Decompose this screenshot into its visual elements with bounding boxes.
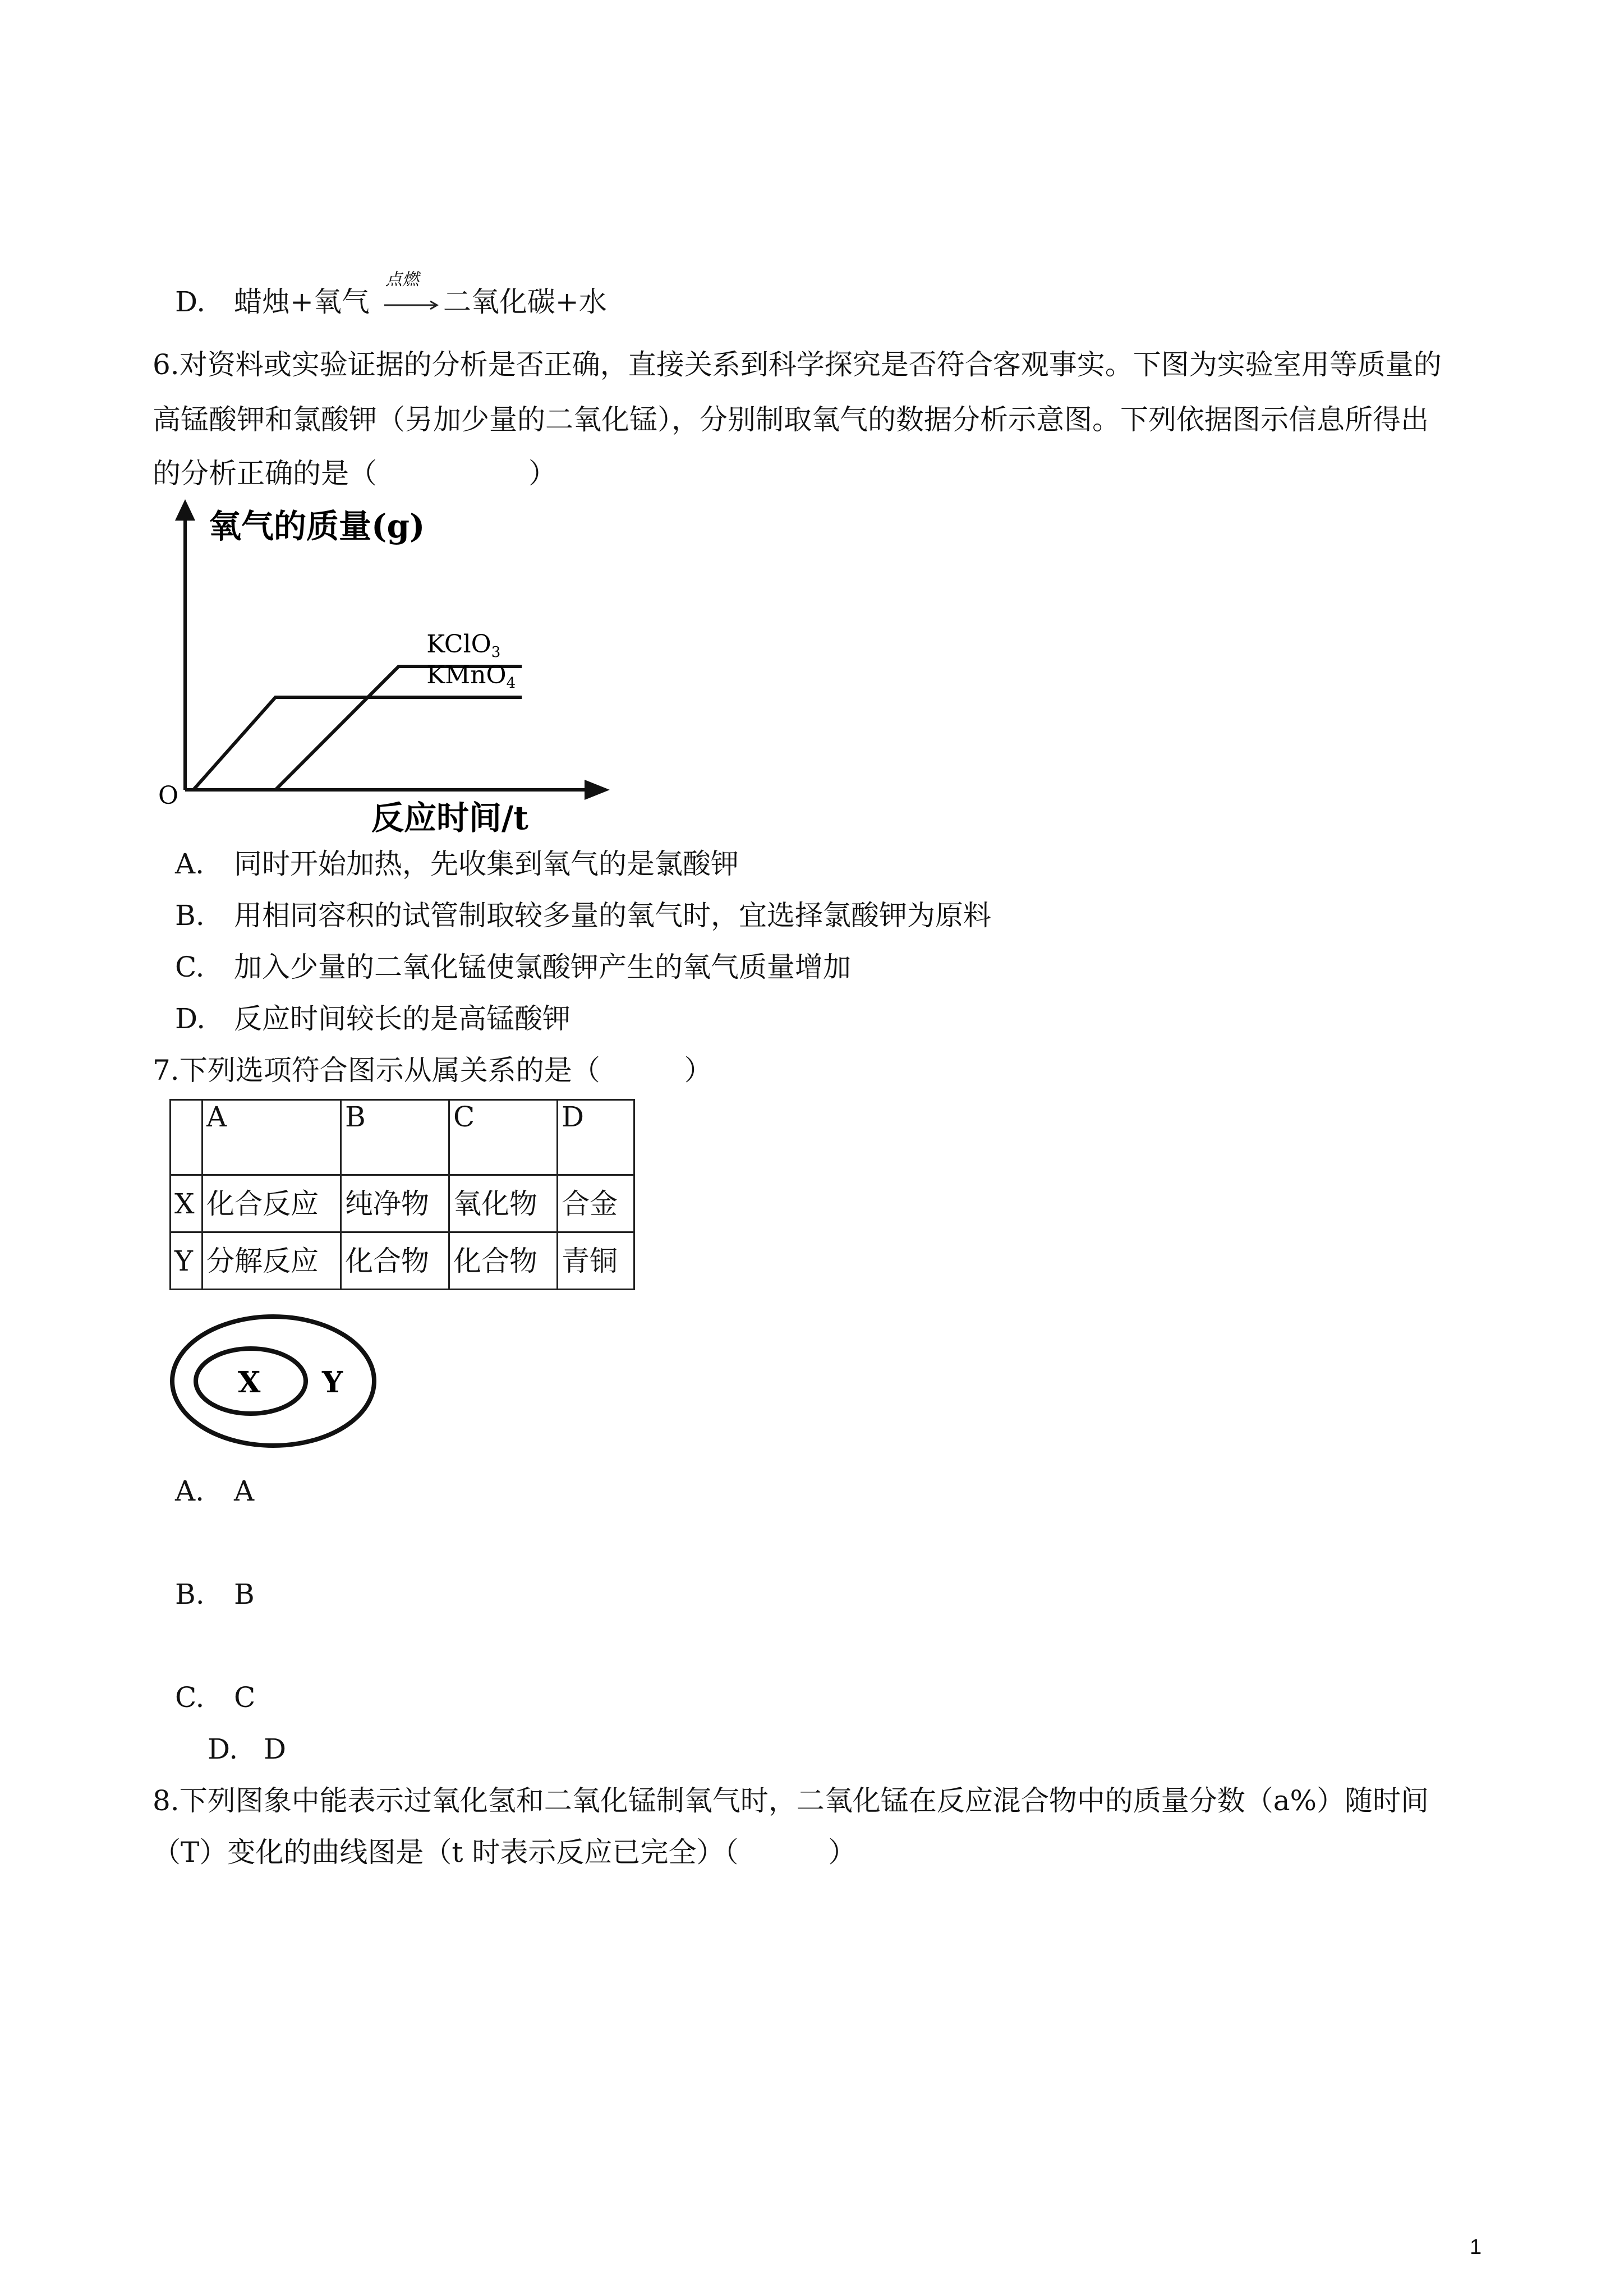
option-letter: D. bbox=[175, 286, 206, 318]
option-letter: B. bbox=[175, 899, 205, 932]
outer-ellipse bbox=[172, 1317, 374, 1446]
reaction-arrow bbox=[382, 270, 441, 319]
q6-option-b[interactable] bbox=[175, 899, 991, 932]
venn-outer-label: Y bbox=[322, 1365, 343, 1400]
q5-option-d bbox=[175, 270, 607, 319]
q6-stem-line-2: 高锰酸钾和氯酸钾（另加少量的二氧化锰），分别制取氧气的数据分析示意图。下列依据图示信息所得出 bbox=[153, 403, 1429, 436]
series-label-kmno4: KMnO4 bbox=[426, 661, 516, 692]
y-axis-label: 氧气的质量(g) bbox=[209, 507, 425, 545]
series-label-kclo3: KClO3 bbox=[426, 630, 501, 661]
table-row bbox=[171, 1175, 634, 1232]
q6-option-d[interactable] bbox=[175, 1002, 571, 1036]
q6-option-c[interactable] bbox=[175, 950, 851, 984]
reaction-condition: 点燃 bbox=[385, 270, 419, 289]
option-text: 加入少量的二氧化锰使氯酸钾产生的氧气质量增加 bbox=[234, 951, 851, 983]
series-layer bbox=[194, 630, 522, 790]
option-text: 同时开始加热，先收集到氧气的是氯酸钾 bbox=[234, 848, 739, 880]
option-letter: D. bbox=[208, 1733, 238, 1765]
option-letter: B. bbox=[175, 1578, 205, 1611]
x-axis-label: 反应时间/t bbox=[371, 799, 528, 835]
q7-stem bbox=[153, 1053, 712, 1087]
q6-stem-line-1: 6.对资料或实验证据的分析是否正确，直接关系到科学探究是否符合客观事实。下图为实验室用等质量的 bbox=[153, 348, 1442, 381]
y-axis-arrow-icon bbox=[175, 499, 195, 521]
origin-label: O bbox=[158, 781, 179, 810]
table-cell: Y bbox=[171, 1232, 203, 1290]
q7-stem-text: 7.下列选项符合图示从属关系的是（ bbox=[153, 1054, 600, 1087]
q8-stem-close: ） bbox=[828, 1836, 857, 1869]
series-line-kmno4 bbox=[194, 697, 522, 790]
q6-stem-line-3 bbox=[153, 457, 556, 490]
option-text: B bbox=[234, 1578, 255, 1611]
option-text: D bbox=[264, 1733, 287, 1765]
table-cell: C bbox=[449, 1100, 558, 1175]
q7-option-d[interactable] bbox=[208, 1732, 286, 1766]
q8-stem-line-2 bbox=[153, 1835, 856, 1869]
table-cell: A bbox=[203, 1100, 341, 1175]
venn-inner-label: X bbox=[238, 1365, 261, 1400]
page-number: 1 bbox=[1470, 2235, 1482, 2259]
table-cell: B bbox=[341, 1100, 449, 1175]
q7-option-b[interactable] bbox=[175, 1577, 255, 1611]
venn-diagram bbox=[164, 1305, 388, 1457]
equation-left: 蜡烛+氧气 bbox=[234, 286, 370, 318]
q7-options-table bbox=[169, 1099, 635, 1290]
table-cell: D bbox=[558, 1100, 634, 1175]
option-text: C bbox=[234, 1681, 256, 1714]
q6-stem-text: 的分析正确的是（ bbox=[153, 457, 377, 490]
option-text: 反应时间较长的是高锰酸钾 bbox=[234, 1002, 571, 1035]
option-text: 用相同容积的试管制取较多量的氧气时，宜选择氯酸钾为原料 bbox=[234, 899, 991, 932]
option-letter: A. bbox=[175, 1475, 205, 1507]
arrow-icon bbox=[382, 285, 441, 319]
q7-option-a[interactable] bbox=[175, 1474, 254, 1508]
table-cell: 化合物 bbox=[449, 1232, 558, 1290]
option-letter: A. bbox=[175, 848, 205, 880]
option-letter: C. bbox=[175, 1681, 205, 1714]
table-cell: 合金 bbox=[558, 1175, 634, 1232]
table-cell: 化合物 bbox=[341, 1232, 449, 1290]
option-text: A bbox=[234, 1475, 255, 1507]
q6-stem-close: ） bbox=[528, 457, 556, 490]
x-axis-arrow-icon bbox=[585, 780, 610, 800]
table-cell: 纯净物 bbox=[341, 1175, 449, 1232]
table-row bbox=[171, 1232, 634, 1290]
table-cell: 青铜 bbox=[558, 1232, 634, 1290]
option-letter: C. bbox=[175, 951, 205, 983]
option-letter: D. bbox=[175, 1002, 206, 1035]
table-cell bbox=[171, 1100, 203, 1175]
q7-option-c[interactable] bbox=[175, 1681, 255, 1714]
table-cell: 化合反应 bbox=[203, 1175, 341, 1232]
table-cell: X bbox=[171, 1175, 203, 1232]
oxygen-mass-chart bbox=[147, 498, 629, 835]
q6-option-a[interactable] bbox=[175, 847, 739, 881]
q8-stem-line-1: 8.下列图象中能表示过氧化氢和二氧化锰制氧气时，二氧化锰在反应混合物中的质量分数（a%）随时间 bbox=[153, 1784, 1429, 1817]
table-cell: 分解反应 bbox=[203, 1232, 341, 1290]
table-cell: 氧化物 bbox=[449, 1175, 558, 1232]
equation-right: 二氧化碳+水 bbox=[443, 286, 607, 318]
q7-stem-close: ） bbox=[684, 1054, 712, 1087]
q8-stem-text: （T）变化的曲线图是（t 时表示反应已完全）（ bbox=[153, 1836, 739, 1869]
table-header-row bbox=[171, 1100, 634, 1175]
